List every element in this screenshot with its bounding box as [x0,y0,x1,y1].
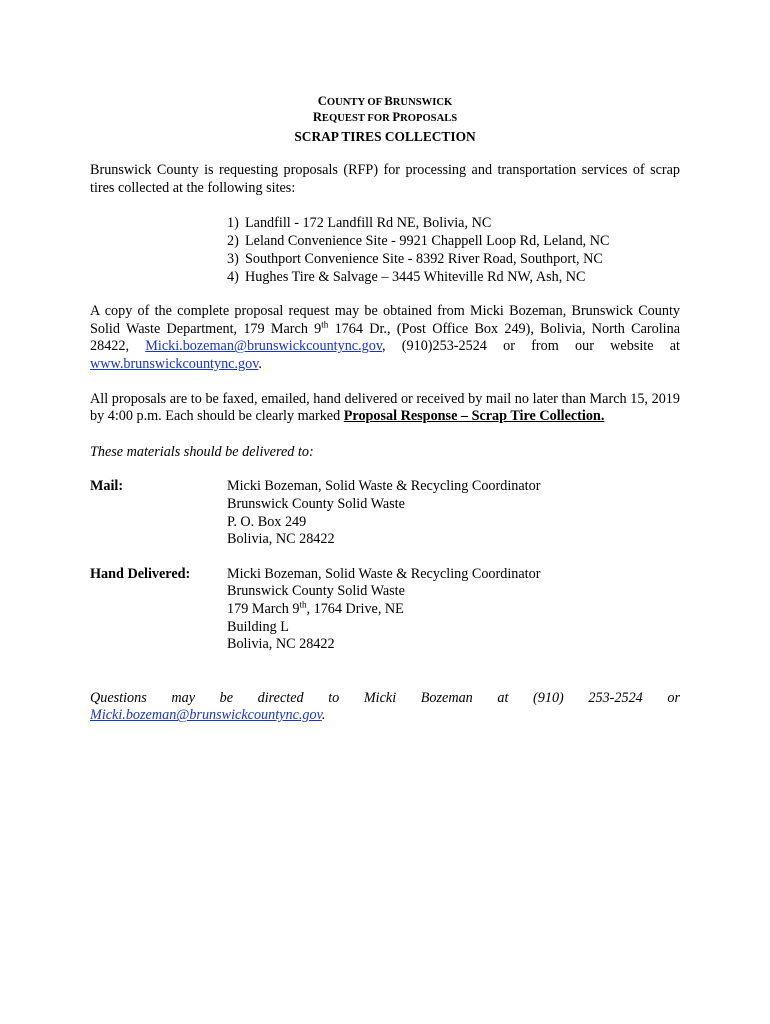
copy-superscript: th [321,319,329,330]
list-item-number: 4) [227,269,239,286]
email-link[interactable]: Micki.bozeman@brunswickcountync.gov [145,338,382,355]
questions-text: Questions may be directed to Micki Bozeman at (910) 253-2524 or [90,689,680,706]
address-line: Bolivia, NC 28422 [227,636,335,653]
document-page [90,94,680,725]
copy-text-2: 1764 Dr., (Post Office Box 249), Bolivia, North Carolina 28422, [90,320,680,355]
sites-list [90,214,680,286]
mail-address [227,478,540,548]
mail-address-block [90,478,680,548]
address-line: Brunswick County Solid Waste [227,583,405,600]
address-line: P. O. Box 249 [227,513,307,530]
list-item [227,268,680,286]
deadline-text: All proposals are to be faxed, emailed, hand delivered or received by mail no later than March 15, 2019 by 4:00 p.m. Each should be clearly marked [90,390,680,425]
county-header-text-2: RUNSWICK [392,97,453,108]
list-item [227,250,680,268]
hand-delivery-address [227,566,540,654]
county-header-text-1: OUNTY OF [326,97,385,108]
website-link[interactable]: www.brunswickcountync.gov [90,355,259,372]
address-line [227,601,540,619]
questions-end: . [321,707,326,724]
address-superscript: th [299,599,307,610]
document-title: SCRAP TIRES COLLECTION [294,129,476,144]
copy-text-4: . [258,355,262,372]
proposal-marking: Proposal Response – Scrap Tire Collection. [343,408,605,425]
hand-delivered-label: Hand Delivered: [90,565,191,582]
list-item [227,232,680,250]
rfp-header-cap-p: P [392,110,401,124]
mail-label: Mail: [90,478,124,495]
rfp-header-text-1: EQUEST FOR [321,113,393,124]
intro-paragraph: Brunswick County is requesting proposals (RFP) for processing and transportation services of scrap tires collected at the following sites: [90,162,680,196]
rfp-header [90,110,680,126]
rfp-header-cap-r: R [312,110,322,124]
list-item-text: Southport Convenience Site - 8392 River Road, Southport, NC [245,251,603,268]
hand-delivery-block [90,566,680,654]
address-line-part: 179 March 9 [227,600,300,617]
county-header [90,94,680,110]
county-header-cap-b: B [384,94,393,108]
address-line: Brunswick County Solid Waste [227,495,405,512]
county-header-cap-c: C [317,94,327,108]
address-line: Micki Bozeman, Solid Waste & Recycling Coordinator [227,565,541,582]
address-line: Building L [227,618,289,635]
address-line: Bolivia, NC 28422 [227,531,335,548]
questions-paragraph [90,690,680,725]
list-item-number: 3) [227,251,239,268]
list-item-text: Hughes Tire & Salvage – 3445 Whiteville Rd NW, Ash, NC [245,269,586,286]
address-line-part: , 1764 Drive, NE [306,600,404,617]
list-item-text: Landfill - 172 Landfill Rd NE, Bolivia, NC [245,215,492,232]
list-item-number: 2) [227,233,239,250]
list-item [227,214,680,232]
rfp-header-text-2: ROPOSALS [400,113,458,124]
questions-email-link[interactable]: Micki.bozeman@brunswickcountync.gov [90,707,322,724]
list-item-text: Leland Convenience Site - 9921 Chappell Loop Rd, Leland, NC [245,233,610,250]
delivery-heading: These materials should be delivered to: [90,443,314,460]
copy-text-3: , (910)253-2524 or from our website at [382,338,681,355]
copy-text-1: A copy of the complete proposal request may be obtained from Micki Bozeman, Brunswick County Solid Waste Department, 179 March 9 [90,303,680,337]
address-line: Micki Bozeman, Solid Waste & Recycling Coordinator [227,478,541,495]
copy-request-paragraph [90,303,680,373]
deadline-paragraph [90,391,680,426]
list-item-number: 1) [227,215,239,232]
